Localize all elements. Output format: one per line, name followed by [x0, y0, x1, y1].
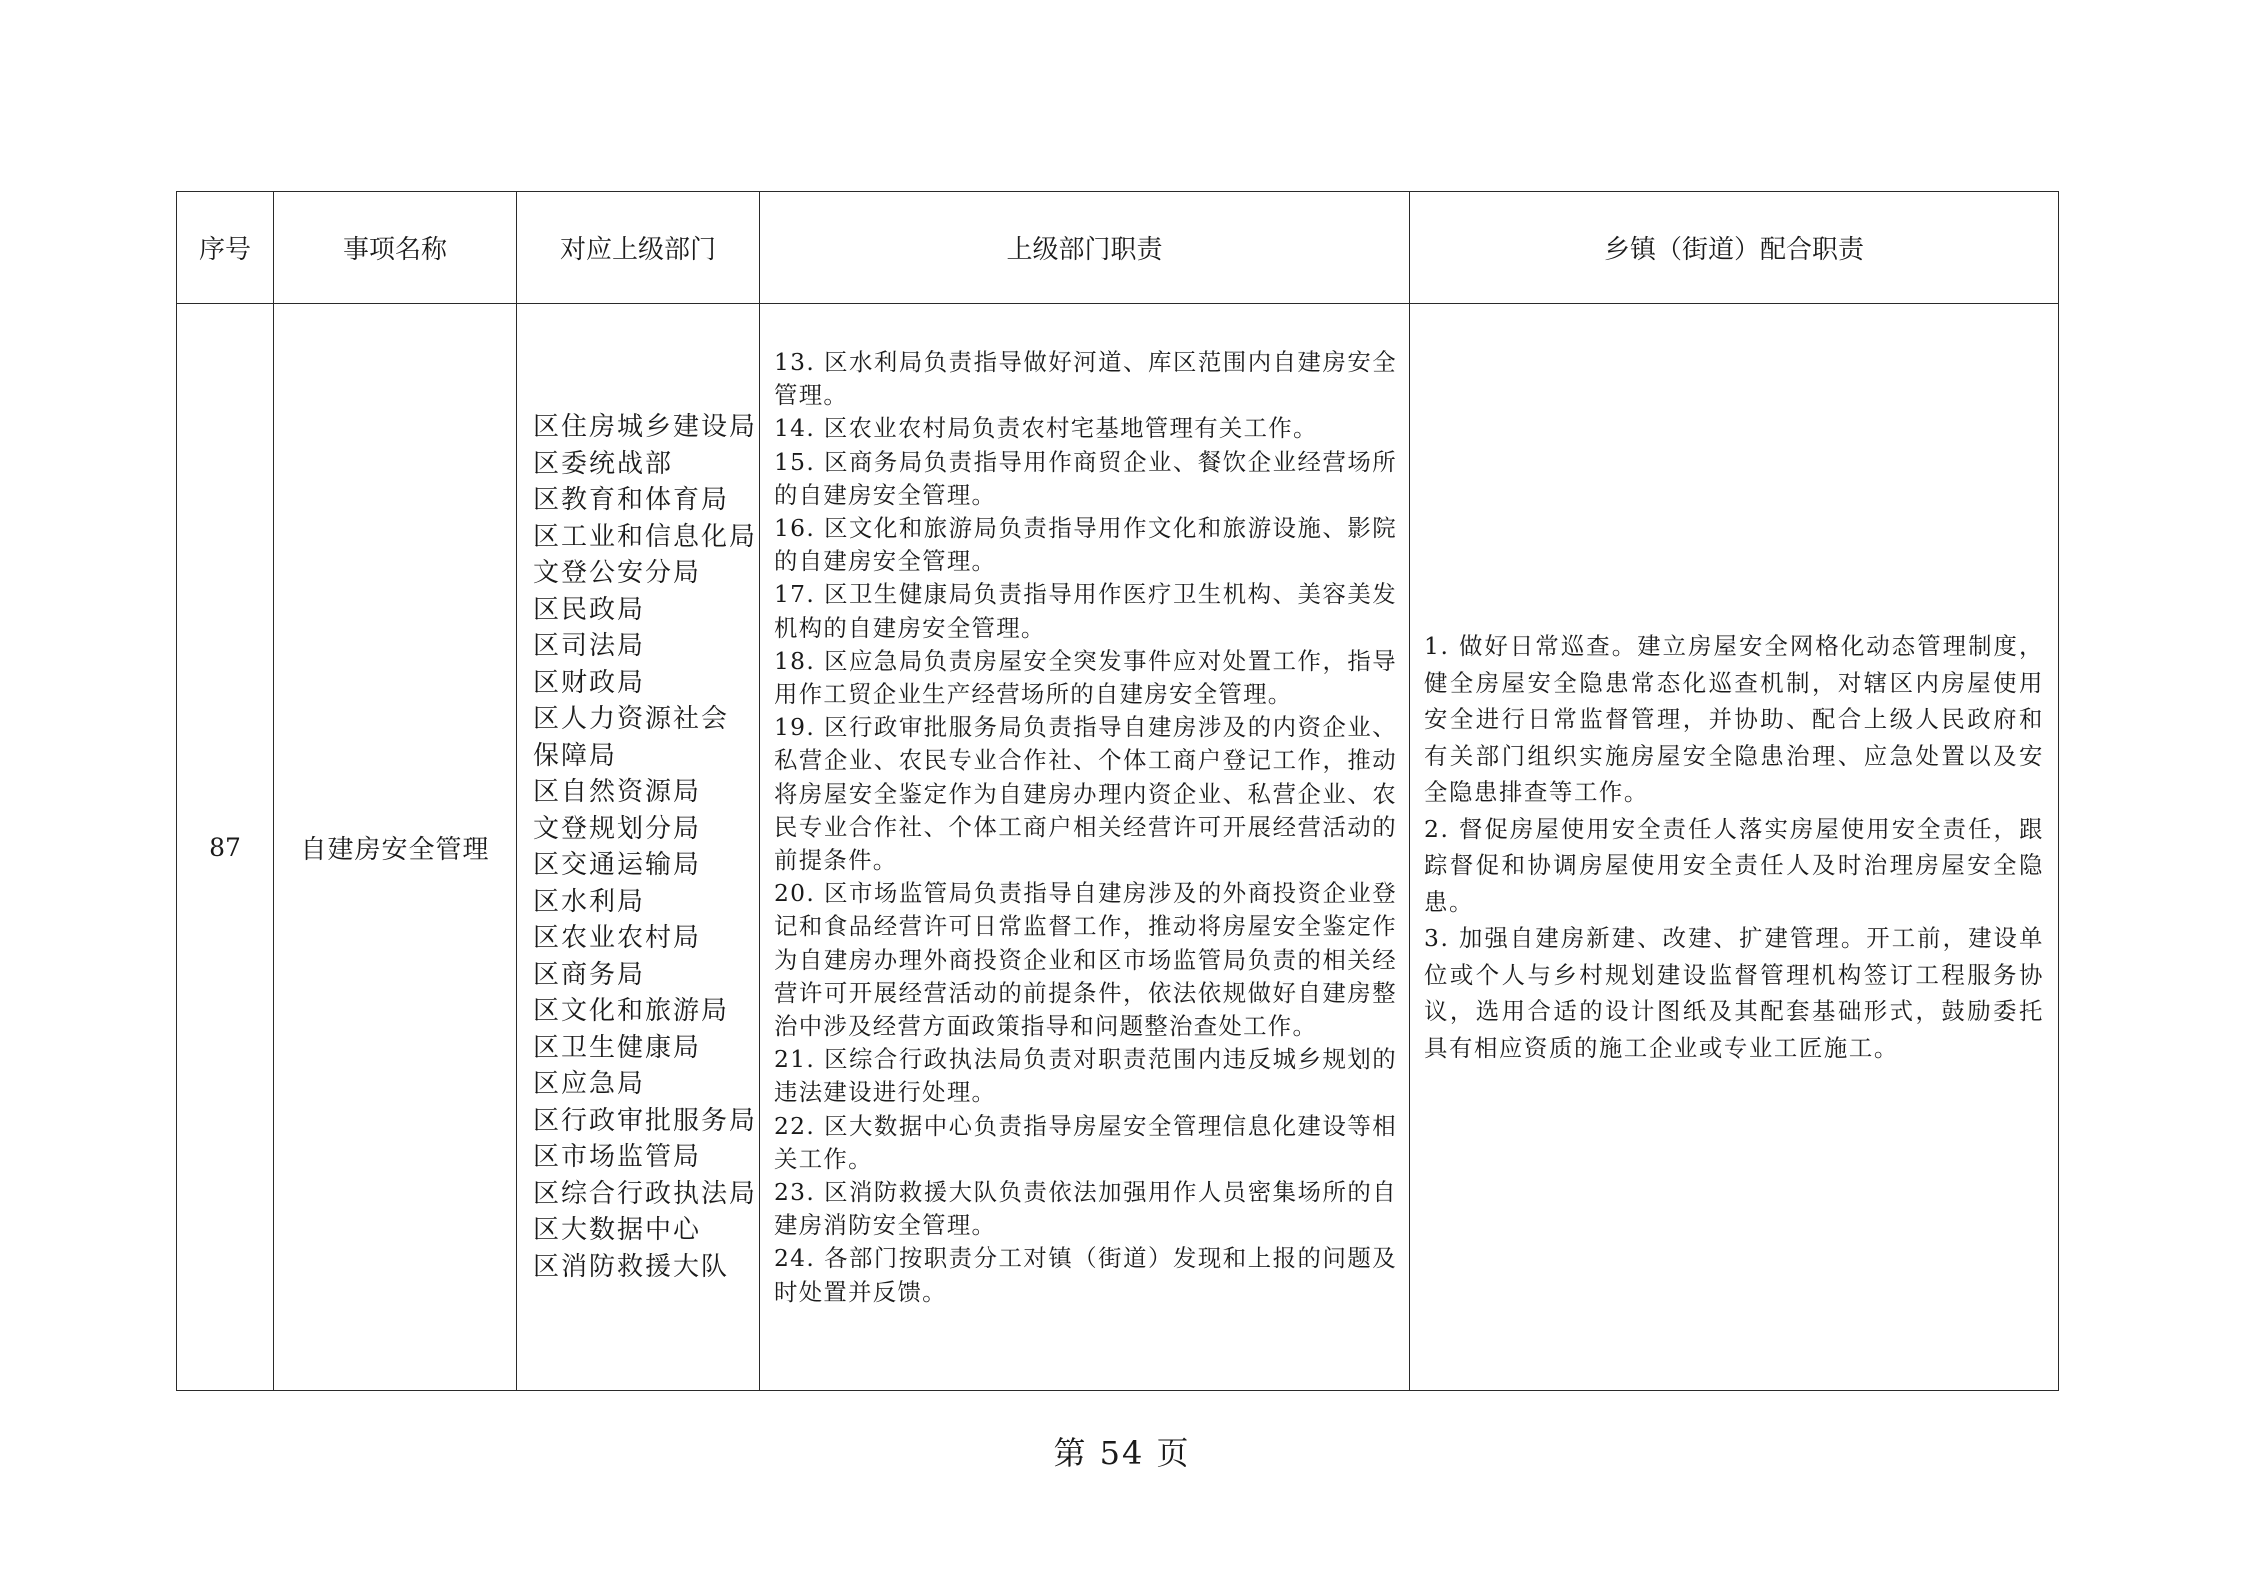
responsibility-table — [176, 191, 2059, 1391]
department-item: 区文化和旅游局 — [533, 996, 730, 1026]
table-row — [177, 304, 2059, 1391]
duty-item: 21. 区综合行政执法局负责对职责范围内违反城乡规划的违法建设进行处理。 — [774, 1045, 1397, 1107]
department-item: 区卫生健康局 — [533, 1032, 702, 1063]
header-serial-no: 序号 — [177, 192, 274, 304]
department-item: 区教育和体育局 — [533, 485, 730, 515]
header-township-cooperation: 乡镇（街道）配合职责 — [1410, 192, 2059, 304]
duty-item: 13. 区水利局负责指导做好河道、库区范围内自建房安全管理。 — [774, 348, 1397, 410]
department-item: 文登公安分局 — [533, 558, 702, 588]
department-item: 区消防救援大队 — [533, 1251, 730, 1282]
department-item: 区商务局 — [533, 959, 646, 990]
department-item: 区应急局 — [533, 1069, 646, 1099]
row-department-list — [517, 304, 760, 1391]
duty-item: 15. 区商务局负责指导用作商贸企业、餐饮企业经营场所的自建房安全管理。 — [774, 447, 1397, 509]
cooperation-item: 1. 做好日常巡查。建立房屋安全网格化动态管理制度，健全房屋安全隐患常态化巡查机制，对辖区内房屋使用安全进行日常监督管理，并协助、配合上级人民政府和有关部门组织实施房屋安全隐患治理、应急处置以及安全隐患排查等工作。 — [1424, 632, 2044, 806]
duty-item: 23. 区消防救援大队负责依法加强用作人员密集场所的自建房消防安全管理。 — [774, 1178, 1397, 1240]
duty-item: 20. 区市场监管局负责指导自建房涉及的外商投资企业登记和食品经营许可日常监督工作，推动将房屋安全鉴定作为自建房办理外商投资企业和区市场监管局负责的相关经营许可开展经营活动的前提条件，依法依规做好自建房整治中涉及经营方面政策指导和问题整治查处工作。 — [774, 879, 1397, 1041]
department-item: 区交通运输局 — [533, 850, 702, 880]
duty-item: 22. 区大数据中心负责指导房屋安全管理信息化建设等相关工作。 — [774, 1111, 1397, 1173]
duty-item: 18. 区应急局负责房屋安全突发事件应对处置工作，指导用作工贸企业生产经营场所的自建房安全管理。 — [774, 646, 1397, 709]
department-item: 文登规划分局 — [533, 813, 702, 844]
duty-item: 19. 区行政审批服务局负责指导自建房涉及的内资企业、私营企业、农民专业合作社、个体工商户登记工作，推动将房屋安全鉴定作为自建房办理内资企业、私营企业、农民专业合作社、个体工商户相关经营许可开展经营活动的前提条件。 — [774, 713, 1397, 875]
cooperation-item: 3. 加强自建房新建、改建、扩建管理。开工前，建设单位或个人与乡村规划建设监督管理机构签订工程服务协议，选用合适的设计图纸及其配套基础形式，鼓励委托具有相应资质的施工企业或专业工匠施工。 — [1424, 924, 2044, 1062]
department-item: 区综合行政执法局 — [533, 1178, 758, 1209]
row-serial-no: 87 — [177, 304, 274, 1391]
department-item: 区委统战部 — [533, 448, 674, 479]
duty-item: 14. 区农业农村局负责农村宅基地管理有关工作。 — [774, 414, 1318, 443]
header-superior-department: 对应上级部门 — [517, 192, 760, 304]
duty-item: 17. 区卫生健康局负责指导用作医疗卫生机构、美容美发机构的自建房安全管理。 — [774, 580, 1397, 642]
row-superior-duties — [760, 304, 1410, 1391]
department-item: 区大数据中心 — [533, 1215, 702, 1245]
duty-item: 24. 各部门按职责分工对镇（街道）发现和上报的问题及时处置并反馈。 — [774, 1244, 1397, 1306]
department-item: 保障局 — [533, 740, 618, 771]
department-item: 区司法局 — [533, 631, 646, 661]
department-item: 区农业农村局 — [533, 923, 702, 953]
department-item: 区人力资源社会 — [533, 704, 730, 734]
department-item: 区民政局 — [533, 594, 646, 625]
department-item: 区水利局 — [533, 886, 646, 917]
row-township-cooperation — [1410, 304, 2059, 1391]
row-item-name: 自建房安全管理 — [274, 304, 517, 1391]
page-number: 第 54 页 — [1053, 1434, 1191, 1472]
header-item-name: 事项名称 — [274, 192, 517, 304]
header-superior-duties: 上级部门职责 — [760, 192, 1410, 304]
department-item: 区财政局 — [533, 667, 646, 698]
department-item: 区住房城乡建设局 — [533, 412, 758, 442]
department-item: 区行政审批服务局 — [533, 1105, 758, 1136]
table-header-row — [177, 192, 2059, 304]
duty-item: 16. 区文化和旅游局负责指导用作文化和旅游设施、影院的自建房安全管理。 — [774, 514, 1397, 576]
department-item: 区自然资源局 — [533, 777, 702, 807]
cooperation-item: 2. 督促房屋使用安全责任人落实房屋使用安全责任，跟踪督促和协调房屋使用安全责任人及时治理房屋安全隐患。 — [1424, 814, 2044, 916]
department-item: 区市场监管局 — [533, 1142, 702, 1172]
department-item: 区工业和信息化局 — [533, 521, 758, 552]
